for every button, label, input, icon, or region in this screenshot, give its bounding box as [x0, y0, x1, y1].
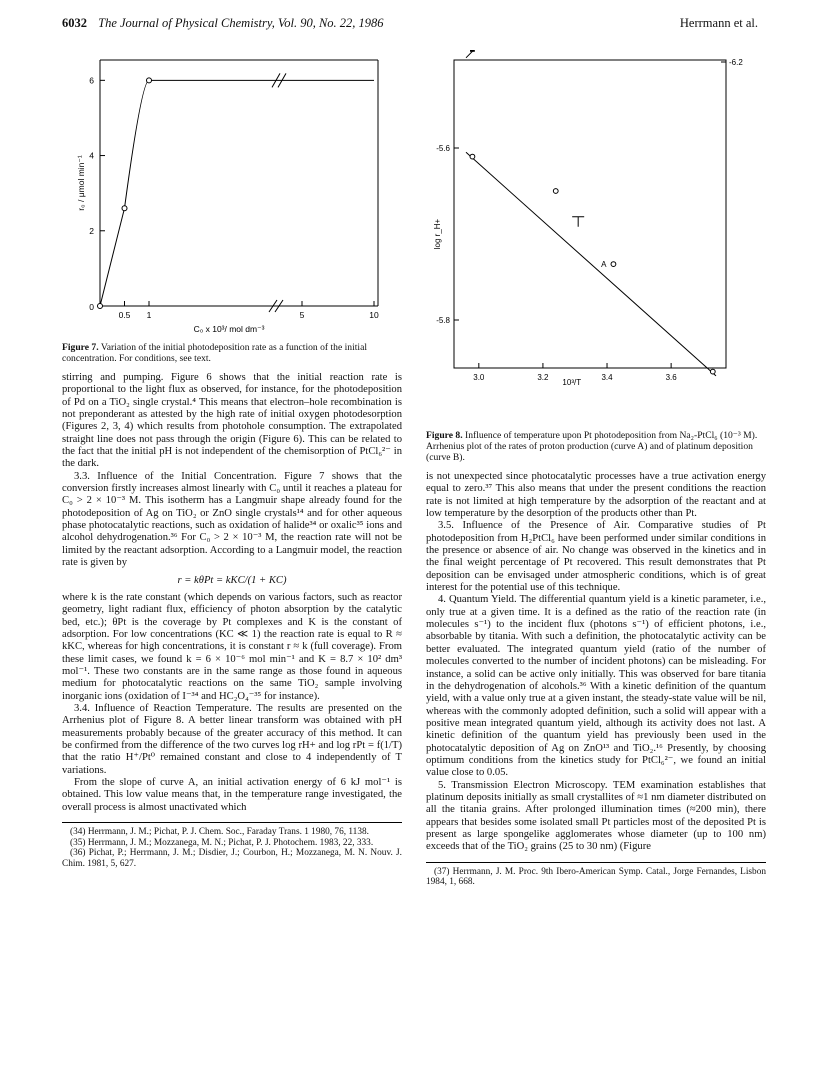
fig7-xtick-label: 1 [146, 310, 152, 320]
fig7-origin-label: 0 [89, 302, 94, 312]
fig7-xtick-label: 0.5 [118, 310, 131, 320]
journal-citation: The Journal of Physical Chemistry, Vol. 90, No. 22, 1986 [98, 16, 384, 30]
left-para-2: 3.3. Influence of the Initial Concentration. Figure 7 shows that the conversion firstly increases almost linearly with C₀ until it reaches a plateau for C₀ > 2 × 10⁻³ M. This isotherm has a Langmuir shape already found for the photodeposition of Ag on TiO₂ or ZnO single crystals¹⁴ and for other aqueous phase photocatalytic reactions, such as oxidation of halide³⁴ or oxalic³⁵ ions and alcohol dehydrogenation.³⁶ For C₀ > 2 × 10⁻³ M, the reaction rate will not be limited by the reactant adsorption. According to a Langmuir model, the reaction rate is given by [62, 470, 402, 569]
fig7-xlabel: C₀ x 10³/ mol dm⁻³ [193, 324, 265, 334]
fig8-xlabel: 10³/T [562, 378, 582, 387]
page-number: 6032 [62, 16, 87, 30]
fig8-point-A [710, 369, 715, 374]
page-header [62, 16, 758, 36]
fig8-xtick-label: 3.0 [473, 373, 485, 382]
fig8-point-A [470, 154, 475, 159]
figure-7 [62, 50, 402, 338]
right-column [426, 50, 766, 888]
footnote-37: (37) Herrmann, J. M. Proc. 9th Ibero-American Symp. Catal., Jorge Fernandes, Lisbon 1984, 1, 668. [426, 866, 766, 888]
footnote-35: (35) Herrmann, J. M.; Mozzanega, M. N.; Pichat, P. J. Photochem. 1983, 22, 333. [70, 837, 374, 848]
left-para-3: where k is the rate constant (which depends on various factors, such as reactor geometry, light radiant flux, efficiency of photon absorption by the catalytic bed, etc.); θPt is the coverage by Pt complexes and K is the constant of adsorption. For low concentrations (KC ≪ 1) the reaction rate is equal to R ≈ kKC, whereas for high concentrations, it is constant r ≈ k (full coverage). From these limit cases, we found k = 6 × 10⁻⁶ mol min⁻¹ and K = 8.7 × 10² dm³ mol⁻¹. These two constants are in the same range as those found in aqueous medium for photocatalytic reactions on the same TiO₂ sample involving inorganic ions (oxidation of I⁻³⁴ and HC₂O₄⁻³⁵ for instance). [62, 591, 402, 702]
figure-7-chart [62, 50, 402, 338]
left-column [62, 50, 402, 869]
figure-8-chart [426, 50, 766, 426]
left-para-1: stirring and pumping. Figure 6 shows that the initial reaction rate is proportional to the light flux as observed, for instance, for the photodeposition of Pd on a TiO₂ single crystal.⁴ This means that electron–hole recombination is not preponderant as attested by the high rate of initial oxygen photodesorption (Figures 2, 3, 4) which results from photohole consumption. The extrapolated straight line does not pass through the origin (Figure 6). This can be related to the fact that the initial pH is not independent of the chemisorption of PtCl₆²⁻ in the dark. [62, 372, 402, 470]
right-para-1: is not unexpected since photocatalytic processes have a true activation energy equal to zero.³⁷ This also means that under the present conditions the reaction rate is not limited at high temperature by the adsorption of the reactant and at low temperature by the desorption of the products other than Pt. [426, 471, 766, 520]
fig8-label-A: A [601, 260, 607, 270]
figure-7-caption-text: Variation of the initial photodeposition rate as a function of the initial concentration. For conditions, see text. [62, 342, 368, 364]
fig7-ylabel: r₀ / μmol min⁻¹ [76, 155, 86, 211]
fig8-line-B [466, 50, 716, 58]
fig8-line-A [466, 152, 716, 376]
figure-8-caption [426, 430, 766, 463]
fig8-ytick-right-label: -6.2 [729, 58, 743, 67]
fig8-ylabel-left: log r_H+ [433, 218, 442, 250]
figure-8-caption-text: Influence of temperature upon Pt photodeposition from Na₂-PtCl₆ (10⁻³ M). Arrhenius plot of the rates of proton production (curve A) and of platinum deposition (curve B). [426, 430, 758, 463]
left-para-5: From the slope of curve A, an initial activation energy of 6 kJ mol⁻¹ is obtained. This low value means that, in the temperature range investigated, the overall process is almost unactivated which [62, 777, 402, 813]
footnote-34: (34) Herrmann, J. M.; Pichat, P. J. Chem. Soc., Faraday Trans. 1 1980, 76, 1138. [70, 827, 369, 838]
right-para-2: 3.5. Influence of the Presence of Air. Comparative studies of Pt photodeposition from H₂PtCl₆ have been performed under similar conditions in the presence or absence of air. No change was observed in the kinetics and in the final weight percentage of Pt recovered. This result demonstrates that Pt deposition can be envisaged under atmospheric conditions, which is of great interest for the potential use of this technique. [426, 520, 766, 594]
fig7-point [122, 206, 127, 211]
fig7-point [147, 78, 152, 83]
right-para-4: 5. Transmission Electron Microscopy. TEM examination establishes that platinum deposits initially as small crystallites of ≈1 nm diameter distributed on all the titania grains. After prolonged illumination times (≈200 min), there appears that besides some isolated small Pt particles most of the deposited Pt is present as large spongelike agglomerates whose diameter (up to 100 nm) exceeds that of the TiO₂ grains (25 to 30 nm) (Figure [426, 779, 766, 853]
fig7-ytick-label: 4 [89, 150, 94, 161]
fig8-xtick-label: 3.4 [601, 373, 613, 382]
fig7-curve [100, 80, 374, 306]
fig8-xtick-label: 3.6 [665, 373, 677, 382]
footnote-36: (36) Pichat, P.; Herrmann, J. M.; Disdier, J.; Courbon, H.; Mozzanega, M. N. Nouv. J. Chim. 1981, 5, 627. [62, 848, 402, 869]
figure-8 [426, 50, 766, 426]
fig8-xtick-label: 3.2 [537, 373, 549, 382]
running-authors: Herrmann et al. [679, 16, 758, 30]
langmuir-equation: r = kθPt = kKC/(1 + KC) [177, 574, 287, 586]
fig8-ytick-left-label: -5.8 [436, 316, 450, 325]
left-footnotes [62, 822, 402, 869]
figure-7-caption-label: Figure 7. [62, 342, 99, 353]
fig7-ytick-label: 6 [89, 75, 94, 86]
fig8-point-A [611, 262, 616, 267]
fig8-ytick-left-label: -5.6 [436, 144, 450, 153]
right-footnotes [426, 862, 766, 888]
figure-7-caption [62, 342, 402, 364]
right-para-3: 4. Quantum Yield. The differential quantum yield is a kinetic parameter, i.e., only true at a given time. It is a defined as the ratio of the reaction rate (in molecules s⁻¹) to the incident flux (photons s⁻¹) of efficient photons, i.e., absorbable by titania. With such a definition, the photocatalytic activity can be better evaluated. The integrated quantum yield (ratio of the number of molecules converted to the number of incident photons) can be misleading. For instance, a solid can be active only initially. This was observed for bare titania in the dehydrogenation of alcohols.³⁶ With a kinetic definition of the quantum yield, with a value only true at a given instant, the steady-state value will be nil, whereas with the commonly adopted definition, such a solid will appear with a positive mean integrated quantum yield, although its activity does not last. A kinetic definition of the quantum yield has previously been used in the photocatalytic deposition of Ag on ZnO¹³ and TiO₂.¹⁶ Presently, by choosing optimum conditions from the kinetics study for PtCl₆²⁻, we found an initial value close to 0.05. [426, 594, 766, 779]
left-para-4: 3.4. Influence of Reaction Temperature. The results are presented on the Arrhenius plot of Figure 8. A better linear transform was obtained with pH measurements probably because of the greater accuracy of this method. It can be confirmed from the difference of the two curves log rH+ and log rPt = f(1/T) that the ratio H⁺/Pt⁰ remained constant and close to 4 independently of T variations. [62, 702, 402, 776]
fig7-xtick-label: 10 [369, 310, 379, 320]
fig8-error-bar [572, 217, 584, 227]
fig8-frame [454, 60, 726, 368]
fig7-ytick-label: 2 [89, 225, 94, 236]
figure-8-caption-label: Figure 8. [426, 430, 463, 441]
fig8-point-B [470, 50, 475, 52]
fig7-point [98, 304, 103, 309]
fig7-xtick-label: 5 [299, 310, 305, 320]
fig8-point-A [553, 189, 558, 194]
